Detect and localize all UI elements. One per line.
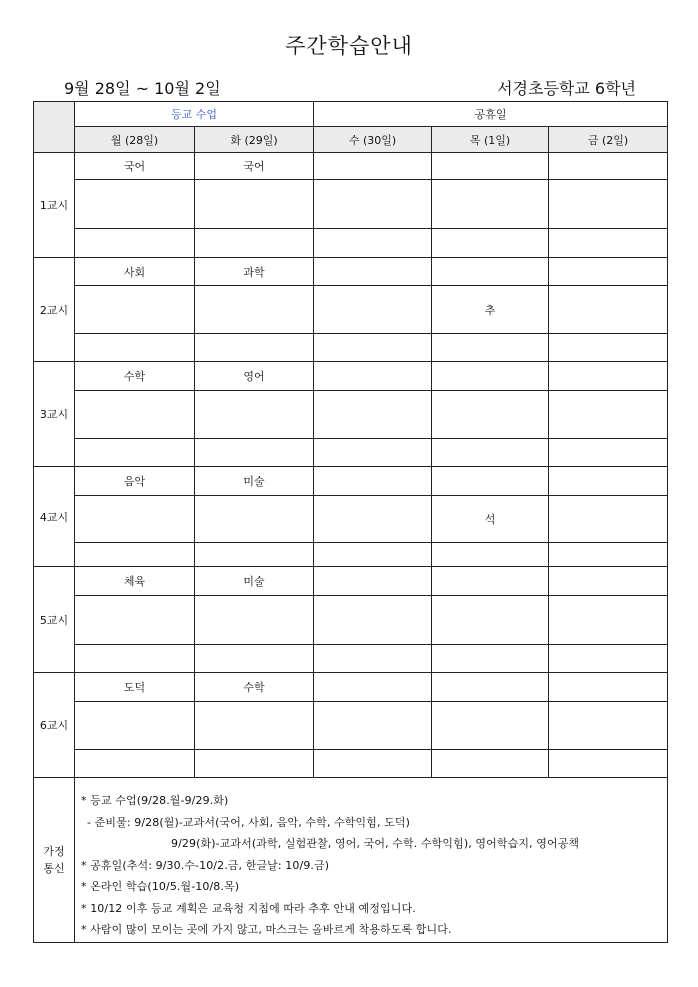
empty-cell [549, 596, 668, 645]
empty-cell [549, 258, 668, 286]
corner-cell [34, 102, 75, 153]
empty-cell [432, 567, 549, 596]
page-title: 주간학습안내 [285, 34, 413, 58]
empty-cell [195, 229, 314, 258]
empty-cell [549, 334, 668, 362]
empty-cell [432, 596, 549, 645]
empty-cell [549, 645, 668, 673]
empty-cell [549, 467, 668, 496]
subject-cell: 도덕 [75, 673, 195, 702]
empty-cell [432, 258, 549, 286]
subject-cell: 음악 [75, 467, 195, 496]
day-header-fri: 금 (2일) [549, 127, 668, 153]
subject-cell: 국어 [75, 153, 195, 180]
header-holiday: 공휴일 [314, 102, 668, 127]
subject-cell: 과학 [195, 258, 314, 286]
header-in-school: 등교 수업 [75, 102, 314, 127]
note-line: * 등교 수업(9/28.월-9/29.화) [81, 794, 229, 807]
empty-cell [432, 467, 549, 496]
empty-cell [195, 645, 314, 673]
note-line: * 온라인 학습(10/5.월-10/8.목) [81, 880, 240, 893]
subject-cell: 미술 [195, 567, 314, 596]
empty-cell [75, 645, 195, 673]
day-header-tue: 화 (29일) [195, 127, 314, 153]
empty-cell [314, 391, 432, 439]
period-label: 2교시 [34, 258, 75, 362]
empty-cell [549, 673, 668, 702]
notes-content [75, 778, 668, 943]
subject-cell: 체육 [75, 567, 195, 596]
empty-cell [432, 702, 549, 750]
empty-cell [549, 750, 668, 778]
empty-cell [549, 391, 668, 439]
empty-cell [75, 596, 195, 645]
empty-cell [195, 180, 314, 229]
date-range: 9월 28일 ~ 10월 2일 [64, 79, 221, 98]
notes-label-line: 가정 [43, 845, 65, 858]
empty-cell [314, 153, 432, 180]
note-line: * 10/12 이후 등교 계획은 교육청 지침에 따라 추후 안내 예정입니다. [81, 901, 416, 915]
weekly-timetable [33, 101, 668, 943]
empty-cell [75, 180, 195, 229]
empty-cell [549, 180, 668, 229]
empty-cell [314, 496, 432, 543]
empty-cell [314, 258, 432, 286]
note-line: * 사람이 많이 모이는 곳에 가지 않고, 마스크는 올바르게 착용하도록 합니다. [81, 923, 452, 936]
empty-cell [432, 153, 549, 180]
empty-cell [75, 229, 195, 258]
empty-cell [432, 645, 549, 673]
empty-cell [75, 391, 195, 439]
subject-cell: 수학 [75, 362, 195, 391]
empty-cell [432, 362, 549, 391]
empty-cell [432, 439, 549, 467]
empty-cell [75, 286, 195, 334]
school-grade: 서경초등학교 6학년 [497, 79, 636, 98]
day-header-wed: 수 (30일) [314, 127, 432, 153]
empty-cell [314, 334, 432, 362]
empty-cell [75, 750, 195, 778]
empty-cell [314, 362, 432, 391]
empty-cell [549, 286, 668, 334]
period-label: 1교시 [34, 153, 75, 258]
empty-cell [432, 334, 549, 362]
empty-cell [195, 750, 314, 778]
empty-cell [195, 439, 314, 467]
empty-cell [314, 673, 432, 702]
subject-cell: 사회 [75, 258, 195, 286]
empty-cell [75, 496, 195, 543]
empty-cell [314, 567, 432, 596]
subject-cell: 영어 [195, 362, 314, 391]
subject-cell: 국어 [195, 153, 314, 180]
subject-cell: 수학 [195, 673, 314, 702]
note-line: * 공휴일(추석: 9/30.수-10/2.금, 한글날: 10/9.금) [81, 858, 330, 872]
empty-cell [195, 596, 314, 645]
empty-cell [314, 439, 432, 467]
notes-label-line: 통신 [43, 862, 65, 875]
empty-cell [549, 702, 668, 750]
empty-cell [195, 334, 314, 362]
period-label: 6교시 [34, 673, 75, 778]
holiday-mark: 석 [432, 496, 549, 543]
day-header-mon: 월 (28일) [75, 127, 195, 153]
subject-cell: 미술 [195, 467, 314, 496]
empty-cell [432, 543, 549, 567]
holiday-mark: 추 [432, 286, 549, 334]
empty-cell [432, 673, 549, 702]
empty-cell [195, 543, 314, 567]
empty-cell [75, 439, 195, 467]
empty-cell [314, 645, 432, 673]
empty-cell [549, 362, 668, 391]
empty-cell [314, 229, 432, 258]
empty-cell [549, 229, 668, 258]
empty-cell [549, 567, 668, 596]
empty-cell [432, 750, 549, 778]
empty-cell [75, 702, 195, 750]
empty-cell [432, 180, 549, 229]
day-header-thu: 목 (1일) [432, 127, 549, 153]
empty-cell [432, 391, 549, 439]
empty-cell [314, 286, 432, 334]
empty-cell [314, 702, 432, 750]
empty-cell [195, 286, 314, 334]
empty-cell [314, 750, 432, 778]
period-label: 3교시 [34, 362, 75, 467]
empty-cell [314, 596, 432, 645]
empty-cell [195, 496, 314, 543]
empty-cell [549, 153, 668, 180]
empty-cell [432, 229, 549, 258]
note-line: 9/29(화)-교과서(과학, 실험관찰, 영어, 국어, 수학. 수학익힘), 영어학습지, 영어공책 [171, 837, 580, 850]
empty-cell [195, 702, 314, 750]
empty-cell [75, 543, 195, 567]
note-line: - 준비물: 9/28(월)-교과서(국어, 사회, 음악, 수학, 수학익힘, 도덕) [87, 815, 411, 829]
empty-cell [75, 334, 195, 362]
empty-cell [549, 439, 668, 467]
period-label: 4교시 [34, 467, 75, 567]
empty-cell [314, 543, 432, 567]
empty-cell [195, 391, 314, 439]
empty-cell [549, 496, 668, 543]
empty-cell [314, 180, 432, 229]
period-label: 5교시 [34, 567, 75, 673]
empty-cell [314, 467, 432, 496]
empty-cell [549, 543, 668, 567]
notes-label [34, 778, 75, 943]
